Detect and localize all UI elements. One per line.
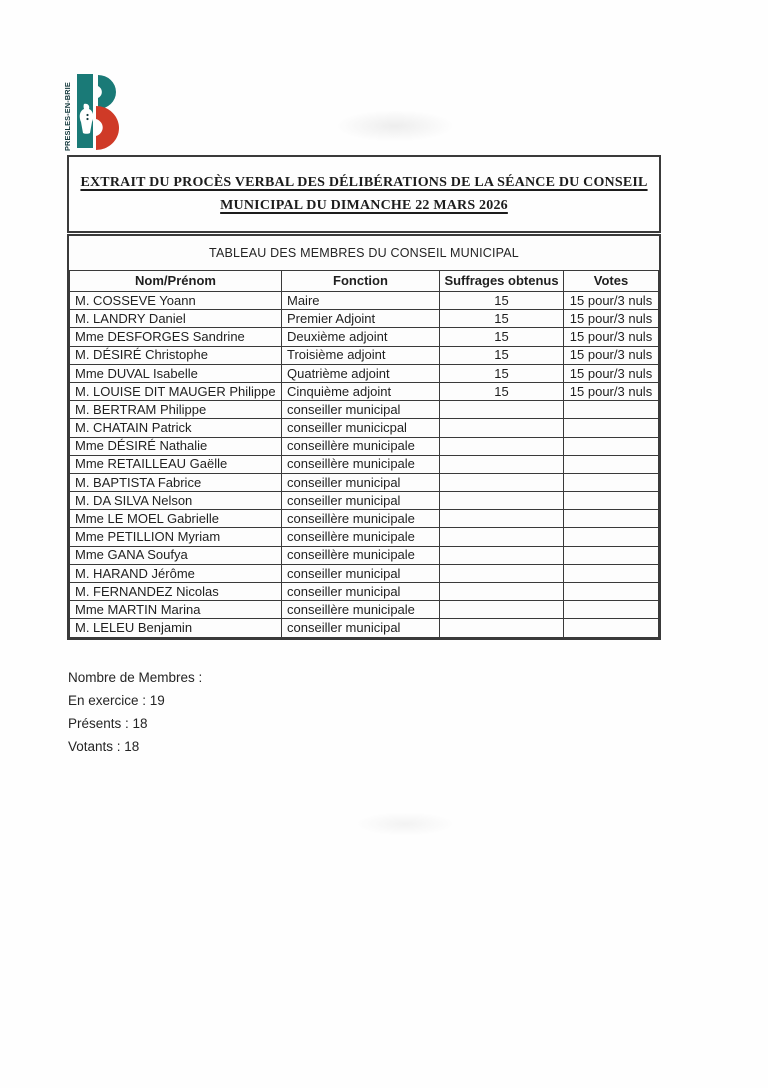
cell-votes xyxy=(564,510,659,528)
scan-artifact xyxy=(335,110,455,142)
cell-votes xyxy=(564,492,659,510)
header-suffrages: Suffrages obtenus xyxy=(440,271,564,292)
cell-suffrages xyxy=(440,546,564,564)
cell-votes xyxy=(564,455,659,473)
cell-suffrages: 15 xyxy=(440,346,564,364)
cell-fonction: conseiller municipal xyxy=(282,473,440,491)
cell-votes: 15 pour/3 nuls xyxy=(564,382,659,400)
cell-suffrages xyxy=(440,619,564,637)
cell-fonction: conseiller municipal xyxy=(282,401,440,419)
table-row xyxy=(70,401,659,419)
table-row xyxy=(70,564,659,582)
table-row xyxy=(70,292,659,310)
cell-suffrages: 15 xyxy=(440,382,564,400)
cell-fonction: conseillère municipale xyxy=(282,437,440,455)
table-row xyxy=(70,310,659,328)
cell-fonction: conseillère municipale xyxy=(282,510,440,528)
cell-votes: 15 pour/3 nuls xyxy=(564,364,659,382)
cell-fonction: Deuxième adjoint xyxy=(282,328,440,346)
logo-b-icon xyxy=(60,72,142,152)
cell-fonction: Quatrième adjoint xyxy=(282,364,440,382)
cell-fonction: conseillère municipale xyxy=(282,601,440,619)
members-count-heading: Nombre de Membres : xyxy=(68,670,203,685)
cell-suffrages: 15 xyxy=(440,328,564,346)
council-members-table xyxy=(69,270,659,638)
cell-nom-prenom: M. DÉSIRÉ Christophe xyxy=(70,346,282,364)
cell-fonction: conseillère municipale xyxy=(282,546,440,564)
document-title-line1: EXTRAIT DU PROCÈS VERBAL DES DÉLIBÉRATIONS DE LA SÉANCE DU CONSEIL xyxy=(80,175,648,190)
council-table-box xyxy=(67,234,661,640)
table-row xyxy=(70,546,659,564)
council-table-body xyxy=(70,292,659,638)
cell-suffrages: 15 xyxy=(440,310,564,328)
cell-votes: 15 pour/3 nuls xyxy=(564,292,659,310)
cell-votes: 15 pour/3 nuls xyxy=(564,310,659,328)
table-row xyxy=(70,601,659,619)
cell-suffrages xyxy=(440,401,564,419)
document-title-box xyxy=(67,155,661,233)
table-header-row xyxy=(70,271,659,292)
table-row xyxy=(70,346,659,364)
header-nom-prenom: Nom/Prénom xyxy=(70,271,282,292)
cell-nom-prenom: M. FERNANDEZ Nicolas xyxy=(70,583,282,601)
cell-suffrages: 15 xyxy=(440,364,564,382)
table-row xyxy=(70,437,659,455)
presles-en-brie-logo xyxy=(60,72,142,152)
logo-top-hook-shape xyxy=(98,75,116,109)
table-row xyxy=(70,510,659,528)
table-row xyxy=(70,492,659,510)
cell-fonction: conseillère municipale xyxy=(282,455,440,473)
members-presents: Présents : 18 xyxy=(68,716,148,731)
cell-votes xyxy=(564,437,659,455)
cell-votes: 15 pour/3 nuls xyxy=(564,346,659,364)
table-row xyxy=(70,382,659,400)
cell-nom-prenom: M. LANDRY Daniel xyxy=(70,310,282,328)
cell-nom-prenom: Mme DÉSIRÉ Nathalie xyxy=(70,437,282,455)
logo-dot-2 xyxy=(86,118,88,120)
cell-votes xyxy=(564,619,659,637)
cell-fonction: conseiller municipal xyxy=(282,583,440,601)
logo-dot-1 xyxy=(86,114,88,116)
cell-votes xyxy=(564,419,659,437)
cell-votes xyxy=(564,583,659,601)
cell-votes xyxy=(564,546,659,564)
cell-nom-prenom: Mme LE MOEL Gabrielle xyxy=(70,510,282,528)
cell-nom-prenom: Mme DUVAL Isabelle xyxy=(70,364,282,382)
table-row xyxy=(70,364,659,382)
cell-fonction: Cinquième adjoint xyxy=(282,382,440,400)
cell-nom-prenom: Mme RETAILLEAU Gaëlle xyxy=(70,455,282,473)
cell-fonction: conseiller municipal xyxy=(282,619,440,637)
table-row xyxy=(70,528,659,546)
cell-suffrages xyxy=(440,583,564,601)
cell-suffrages xyxy=(440,492,564,510)
cell-fonction: conseiller municipal xyxy=(282,564,440,582)
cell-nom-prenom: Mme MARTIN Marina xyxy=(70,601,282,619)
cell-suffrages xyxy=(440,455,564,473)
scan-artifact xyxy=(355,812,455,836)
members-count-block xyxy=(68,666,202,758)
cell-fonction: conseiller municipal xyxy=(282,492,440,510)
table-row xyxy=(70,328,659,346)
cell-nom-prenom: M. BERTRAM Philippe xyxy=(70,401,282,419)
header-fonction: Fonction xyxy=(282,271,440,292)
cell-fonction: Maire xyxy=(282,292,440,310)
cell-votes xyxy=(564,401,659,419)
cell-nom-prenom: M. LELEU Benjamin xyxy=(70,619,282,637)
cell-votes: 15 pour/3 nuls xyxy=(564,328,659,346)
table-row xyxy=(70,473,659,491)
cell-nom-prenom: M. COSSEVE Yoann xyxy=(70,292,282,310)
cell-nom-prenom: M. CHATAIN Patrick xyxy=(70,419,282,437)
cell-fonction: conseillère municipale xyxy=(282,528,440,546)
cell-nom-prenom: Mme DESFORGES Sandrine xyxy=(70,328,282,346)
cell-nom-prenom: M. HARAND Jérôme xyxy=(70,564,282,582)
cell-nom-prenom: M. LOUISE DIT MAUGER Philippe xyxy=(70,382,282,400)
logo-bottom-hook-shape xyxy=(96,106,119,150)
cell-suffrages xyxy=(440,528,564,546)
document-title-line2: MUNICIPAL DU DIMANCHE 22 MARS 2026 xyxy=(220,198,508,213)
cell-suffrages xyxy=(440,601,564,619)
table-row xyxy=(70,619,659,637)
table-row xyxy=(70,583,659,601)
logo-town-name: PRESLES-EN-BRIE xyxy=(63,82,72,151)
cell-suffrages xyxy=(440,510,564,528)
cell-votes xyxy=(564,473,659,491)
table-row xyxy=(70,419,659,437)
cell-fonction: conseiller municicpal xyxy=(282,419,440,437)
cell-suffrages xyxy=(440,564,564,582)
cell-votes xyxy=(564,601,659,619)
cell-nom-prenom: Mme GANA Soufya xyxy=(70,546,282,564)
members-votants: Votants : 18 xyxy=(68,739,140,754)
cell-suffrages xyxy=(440,437,564,455)
cell-nom-prenom: M. DA SILVA Nelson xyxy=(70,492,282,510)
cell-votes xyxy=(564,528,659,546)
cell-suffrages: 15 xyxy=(440,292,564,310)
members-en-exercice: En exercice : 19 xyxy=(68,693,165,708)
cell-votes xyxy=(564,564,659,582)
cell-nom-prenom: Mme PETILLION Myriam xyxy=(70,528,282,546)
header-votes: Votes xyxy=(564,271,659,292)
table-subtitle: TABLEAU DES MEMBRES DU CONSEIL MUNICIPAL xyxy=(209,246,519,260)
cell-fonction: Troisième adjoint xyxy=(282,346,440,364)
cell-suffrages xyxy=(440,419,564,437)
table-row xyxy=(70,455,659,473)
cell-fonction: Premier Adjoint xyxy=(282,310,440,328)
cell-suffrages xyxy=(440,473,564,491)
cell-nom-prenom: M. BAPTISTA Fabrice xyxy=(70,473,282,491)
